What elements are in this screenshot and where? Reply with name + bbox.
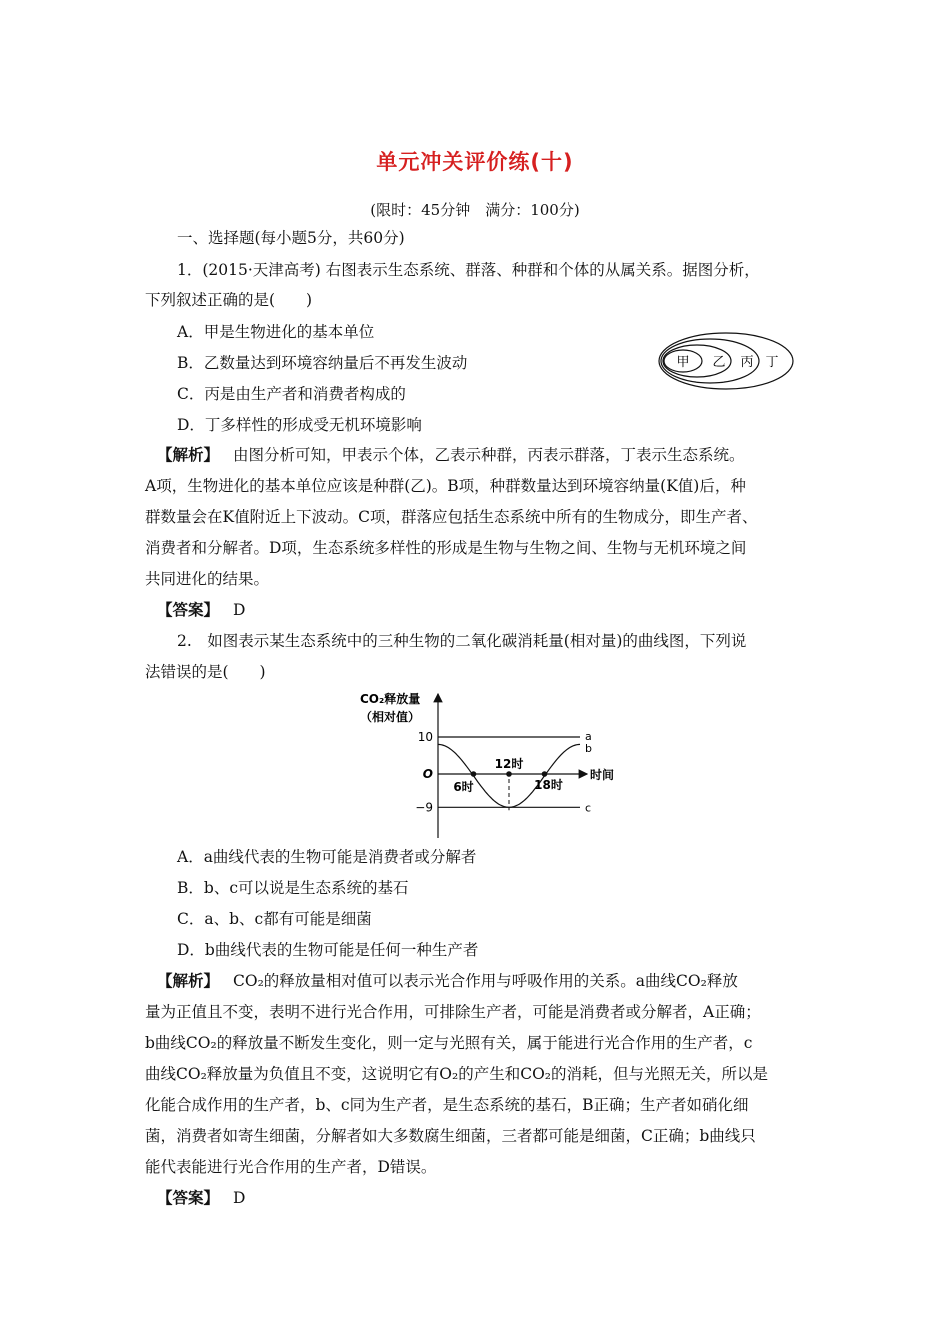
q2-analysis-line1: CO₂的释放量相对值可以表示光合作用与呼吸作用的关系。a曲线CO₂释放 xyxy=(233,972,738,990)
q1-answer-value: D xyxy=(233,601,246,619)
q1-analysis-line1: 由图分析可知，甲表示个体，乙表示种群，丙表示群落，丁表示生态系统。 xyxy=(233,446,745,464)
q1-option-c: C．丙是由生产者和消费者构成的 xyxy=(177,385,406,403)
y-tick-10: 10 xyxy=(417,730,433,744)
q2-answer xyxy=(157,1188,245,1208)
q2-stem-line2: 法错误的是( ) xyxy=(145,663,266,681)
q2-analysis-line2: 量为正值且不变，表明不进行光合作用，可排除生产者，可能是消费者或分解者，A正确； xyxy=(145,1003,761,1021)
q1-analysis-line4: 消费者和分解者。D项，生态系统多样性的形成是生物与生物之间、生物与无机环境之间 xyxy=(145,539,747,557)
q1-analysis-line3: 群数量会在K值附近上下波动。C项，群落应包括生态系统中所有的生物成分，即生产者、 xyxy=(145,508,758,526)
q2-option-a: A．a曲线代表的生物可能是消费者或分解者 xyxy=(177,848,477,866)
point-12h xyxy=(506,771,512,777)
label-ding: 丁 xyxy=(765,355,779,370)
page-title: 单元冲关评价练(十) xyxy=(376,150,574,174)
q1-analysis-line5: 共同进化的结果。 xyxy=(145,570,270,588)
q1-analysis-tag: 【解析】 xyxy=(157,445,220,464)
label-12h: 12时 xyxy=(494,757,524,771)
point-18h xyxy=(542,771,548,777)
point-6h xyxy=(471,771,477,777)
x-axis-label: 时间 xyxy=(590,768,615,782)
label-bing: 丙 xyxy=(740,355,754,370)
co2-chart xyxy=(350,688,640,846)
label-yi: 乙 xyxy=(712,355,726,370)
q1-stem-line1: 1．(2015·天津高考) 右图表示生态系统、群落、种群和个体的从属关系。据图分析， xyxy=(177,261,760,279)
q2-analysis-line6: 菌，消费者如寄生细菌，分解者如大多数腐生细菌，三者都可能是细菌，C正确；b曲线只 xyxy=(145,1127,756,1145)
q2-analysis-tag: 【解析】 xyxy=(157,971,220,990)
q2-option-d: D．b曲线代表的生物可能是任何一种生产者 xyxy=(177,941,479,959)
q1-analysis-line2: A项，生物进化的基本单位应该是种群(乙)。B项，种群数量达到环境容纳量(K值)后，种 xyxy=(145,477,746,495)
nested-ellipse-diagram xyxy=(655,330,800,392)
y-axis-label-1: CO₂释放量 xyxy=(360,692,421,706)
q2-analysis-line5: 化能合成作用的生产者，b、c同为生产者，是生态系统的基石，B正确；生产者如硝化细 xyxy=(145,1096,749,1114)
q1-answer xyxy=(157,600,245,620)
q1-analysis xyxy=(157,445,745,465)
series-b-label: b xyxy=(585,742,592,755)
q1-option-b: B．乙数量达到环境容纳量后不再发生波动 xyxy=(177,354,468,372)
time-limit: (限时：45分钟 满分：100分) xyxy=(370,201,580,219)
q2-stem-line1: 2. 如图表示某生态系统中的三种生物的二氧化碳消耗量(相对量)的曲线图，下列说 xyxy=(177,632,747,650)
q2-answer-value: D xyxy=(233,1189,246,1207)
section-heading: 一、选择题(每小题5分，共60分) xyxy=(177,229,405,247)
series-a-label: a xyxy=(585,730,592,743)
q2-analysis xyxy=(157,971,738,991)
label-18h: 18时 xyxy=(534,778,563,792)
q1-option-a: A．甲是生物进化的基本单位 xyxy=(177,323,375,341)
q2-answer-tag: 【答案】 xyxy=(157,1188,220,1207)
q2-analysis-line7: 能代表能进行光合作用的生产者，D错误。 xyxy=(145,1158,437,1176)
q1-answer-tag: 【答案】 xyxy=(157,600,220,619)
q2-analysis-line3: b曲线CO₂的释放量不断发生变化，则一定与光照有关，属于能进行光合作用的生产者，c xyxy=(145,1034,753,1052)
y-tick-0: O xyxy=(422,767,433,781)
series-c-label: c xyxy=(585,801,592,815)
y-tick-neg9: −9 xyxy=(415,800,433,815)
label-6h: 6时 xyxy=(453,780,474,794)
label-jia: 甲 xyxy=(676,355,690,370)
q2-analysis-line4: 曲线CO₂释放量为负值且不变，这说明它有O₂的产生和CO₂的消耗，但与光照无关，所以是 xyxy=(145,1065,768,1083)
q2-option-c: C．a、b、c都有可能是细菌 xyxy=(177,910,372,928)
q1-option-d: D．丁多样性的形成受无机环境影响 xyxy=(177,416,422,434)
y-axis-label-2: （相对值） xyxy=(360,710,421,724)
q2-option-b: B．b、c可以说是生态系统的基石 xyxy=(177,879,409,897)
q1-stem-line2: 下列叙述正确的是( ) xyxy=(145,291,313,309)
